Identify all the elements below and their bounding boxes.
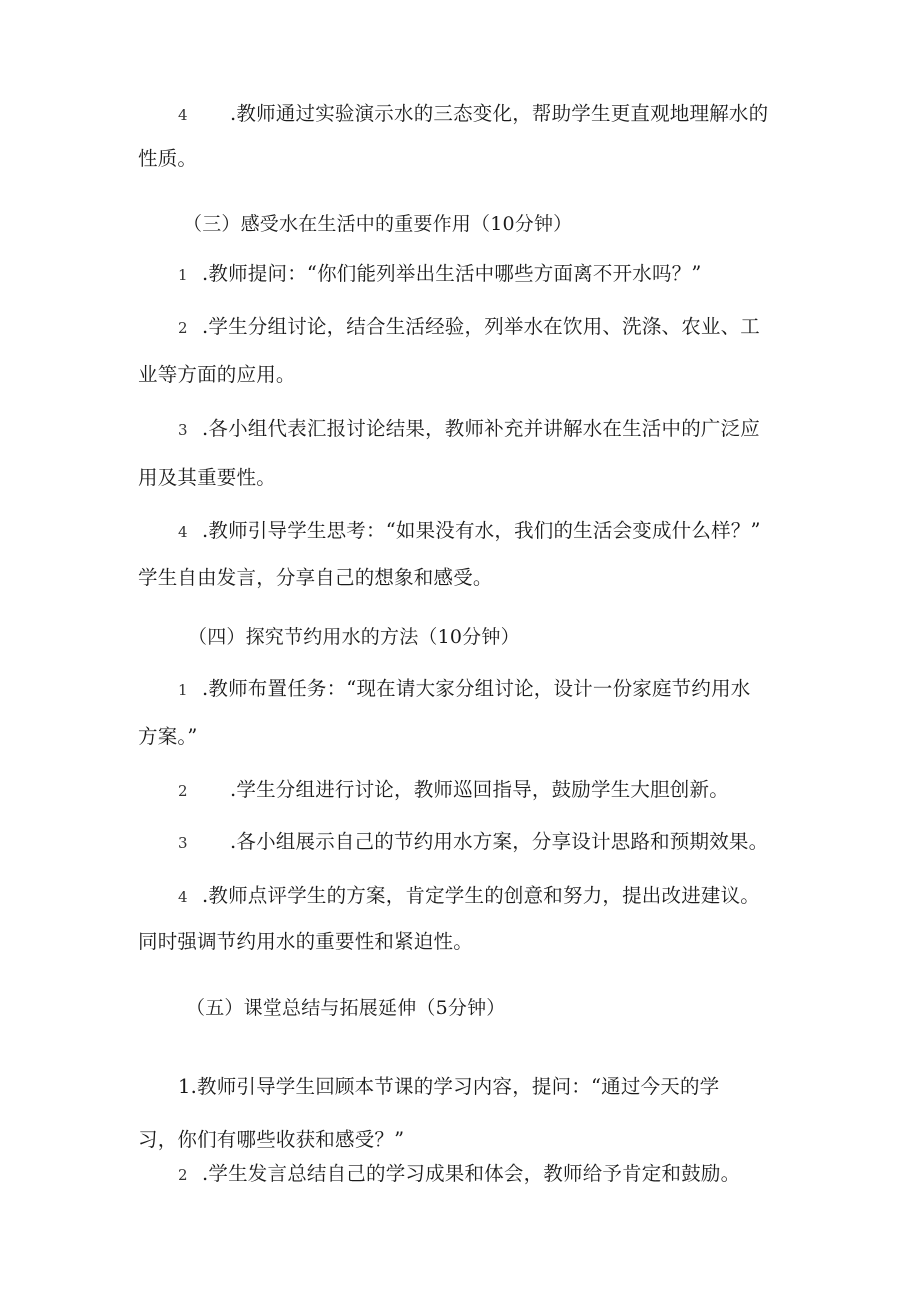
paragraph-line	[178, 777, 729, 804]
paragraph-text: 用及其重要性。	[138, 466, 276, 489]
paragraph-line	[178, 314, 760, 341]
paragraph-line	[178, 101, 768, 128]
section-heading-text: （三）感受水在生活中的重要作用（10分钟）	[183, 213, 573, 235]
paragraph-text: 学生自由发言，分享自己的想象和感受。	[138, 566, 493, 589]
paragraph-text: 方案。”	[138, 725, 198, 748]
paragraph-text: .教师引导学生思考：“如果没有水，我们的生活会变成什么样？”	[202, 519, 761, 542]
paragraph-line	[178, 883, 760, 910]
list-number: 4	[178, 106, 188, 124]
list-number: 2	[178, 782, 188, 800]
paragraph-line	[178, 676, 750, 703]
paragraph-line	[178, 416, 760, 443]
paragraph-line	[138, 929, 473, 955]
paragraph-text: .学生分组讨论，结合生活经验，列举水在饮用、洗涤、农业、工	[202, 315, 760, 338]
paragraph-text: 同时强调节约用水的重要性和紧迫性。	[138, 930, 473, 953]
paragraph-text: .各小组代表汇报讨论结果，教师补充并讲解水在生活中的广泛应	[202, 417, 760, 440]
paragraph-text: 业等方面的应用。	[138, 363, 296, 386]
list-number: 3	[178, 421, 188, 439]
paragraph-text: 1.教师引导学生回顾本节课的学习内容，提问：“通过今天的学	[178, 1075, 720, 1098]
paragraph-text: .各小组展示自己的节约用水方案，分享设计思路和预期效果。	[230, 830, 769, 853]
paragraph-line	[138, 362, 296, 388]
section-heading-text: （五）课堂总结与拓展延伸（5分钟）	[186, 997, 506, 1019]
paragraph-line	[178, 518, 761, 545]
list-number: 1	[178, 266, 188, 284]
paragraph-line	[178, 829, 768, 856]
paragraph-line	[138, 565, 493, 591]
list-number: 2	[178, 1166, 188, 1184]
paragraph-line	[138, 146, 197, 172]
paragraph-text: .教师布置任务：“现在请大家分组讨论，设计一份家庭节约用水	[202, 677, 751, 700]
paragraph-text: 性质。	[138, 147, 198, 170]
paragraph-text: .学生发言总结自己的学习成果和体会，教师给予肯定和鼓励。	[202, 1162, 741, 1185]
list-number: 3	[178, 834, 188, 852]
paragraph-line	[138, 1127, 404, 1153]
list-number: 4	[178, 523, 188, 541]
section-heading-text: （四）探究节约用水的方法（10分钟）	[188, 626, 520, 648]
paragraph-line	[178, 261, 702, 288]
list-number: 1	[178, 681, 188, 699]
section-heading	[186, 995, 506, 1021]
paragraph-text: 习，你们有哪些收获和感受？”	[138, 1128, 405, 1151]
paragraph-line	[178, 1161, 740, 1188]
list-number: 2	[178, 319, 188, 337]
section-heading	[188, 624, 520, 650]
paragraph-text: .学生分组进行讨论，教师巡回指导，鼓励学生大胆创新。	[230, 778, 729, 801]
list-number: 4	[178, 888, 188, 906]
paragraph-text: .教师通过实验演示水的三态变化，帮助学生更直观地理解水的	[230, 102, 769, 125]
section-heading	[183, 211, 572, 237]
paragraph-text: .教师点评学生的方案，肯定学生的创意和努力，提出改进建议。	[202, 884, 760, 907]
paragraph-text: .教师提问：“你们能列举出生活中哪些方面离不开水吗？”	[202, 262, 702, 285]
paragraph-line	[138, 724, 198, 750]
paragraph-line	[178, 1074, 719, 1100]
paragraph-line	[138, 465, 276, 491]
